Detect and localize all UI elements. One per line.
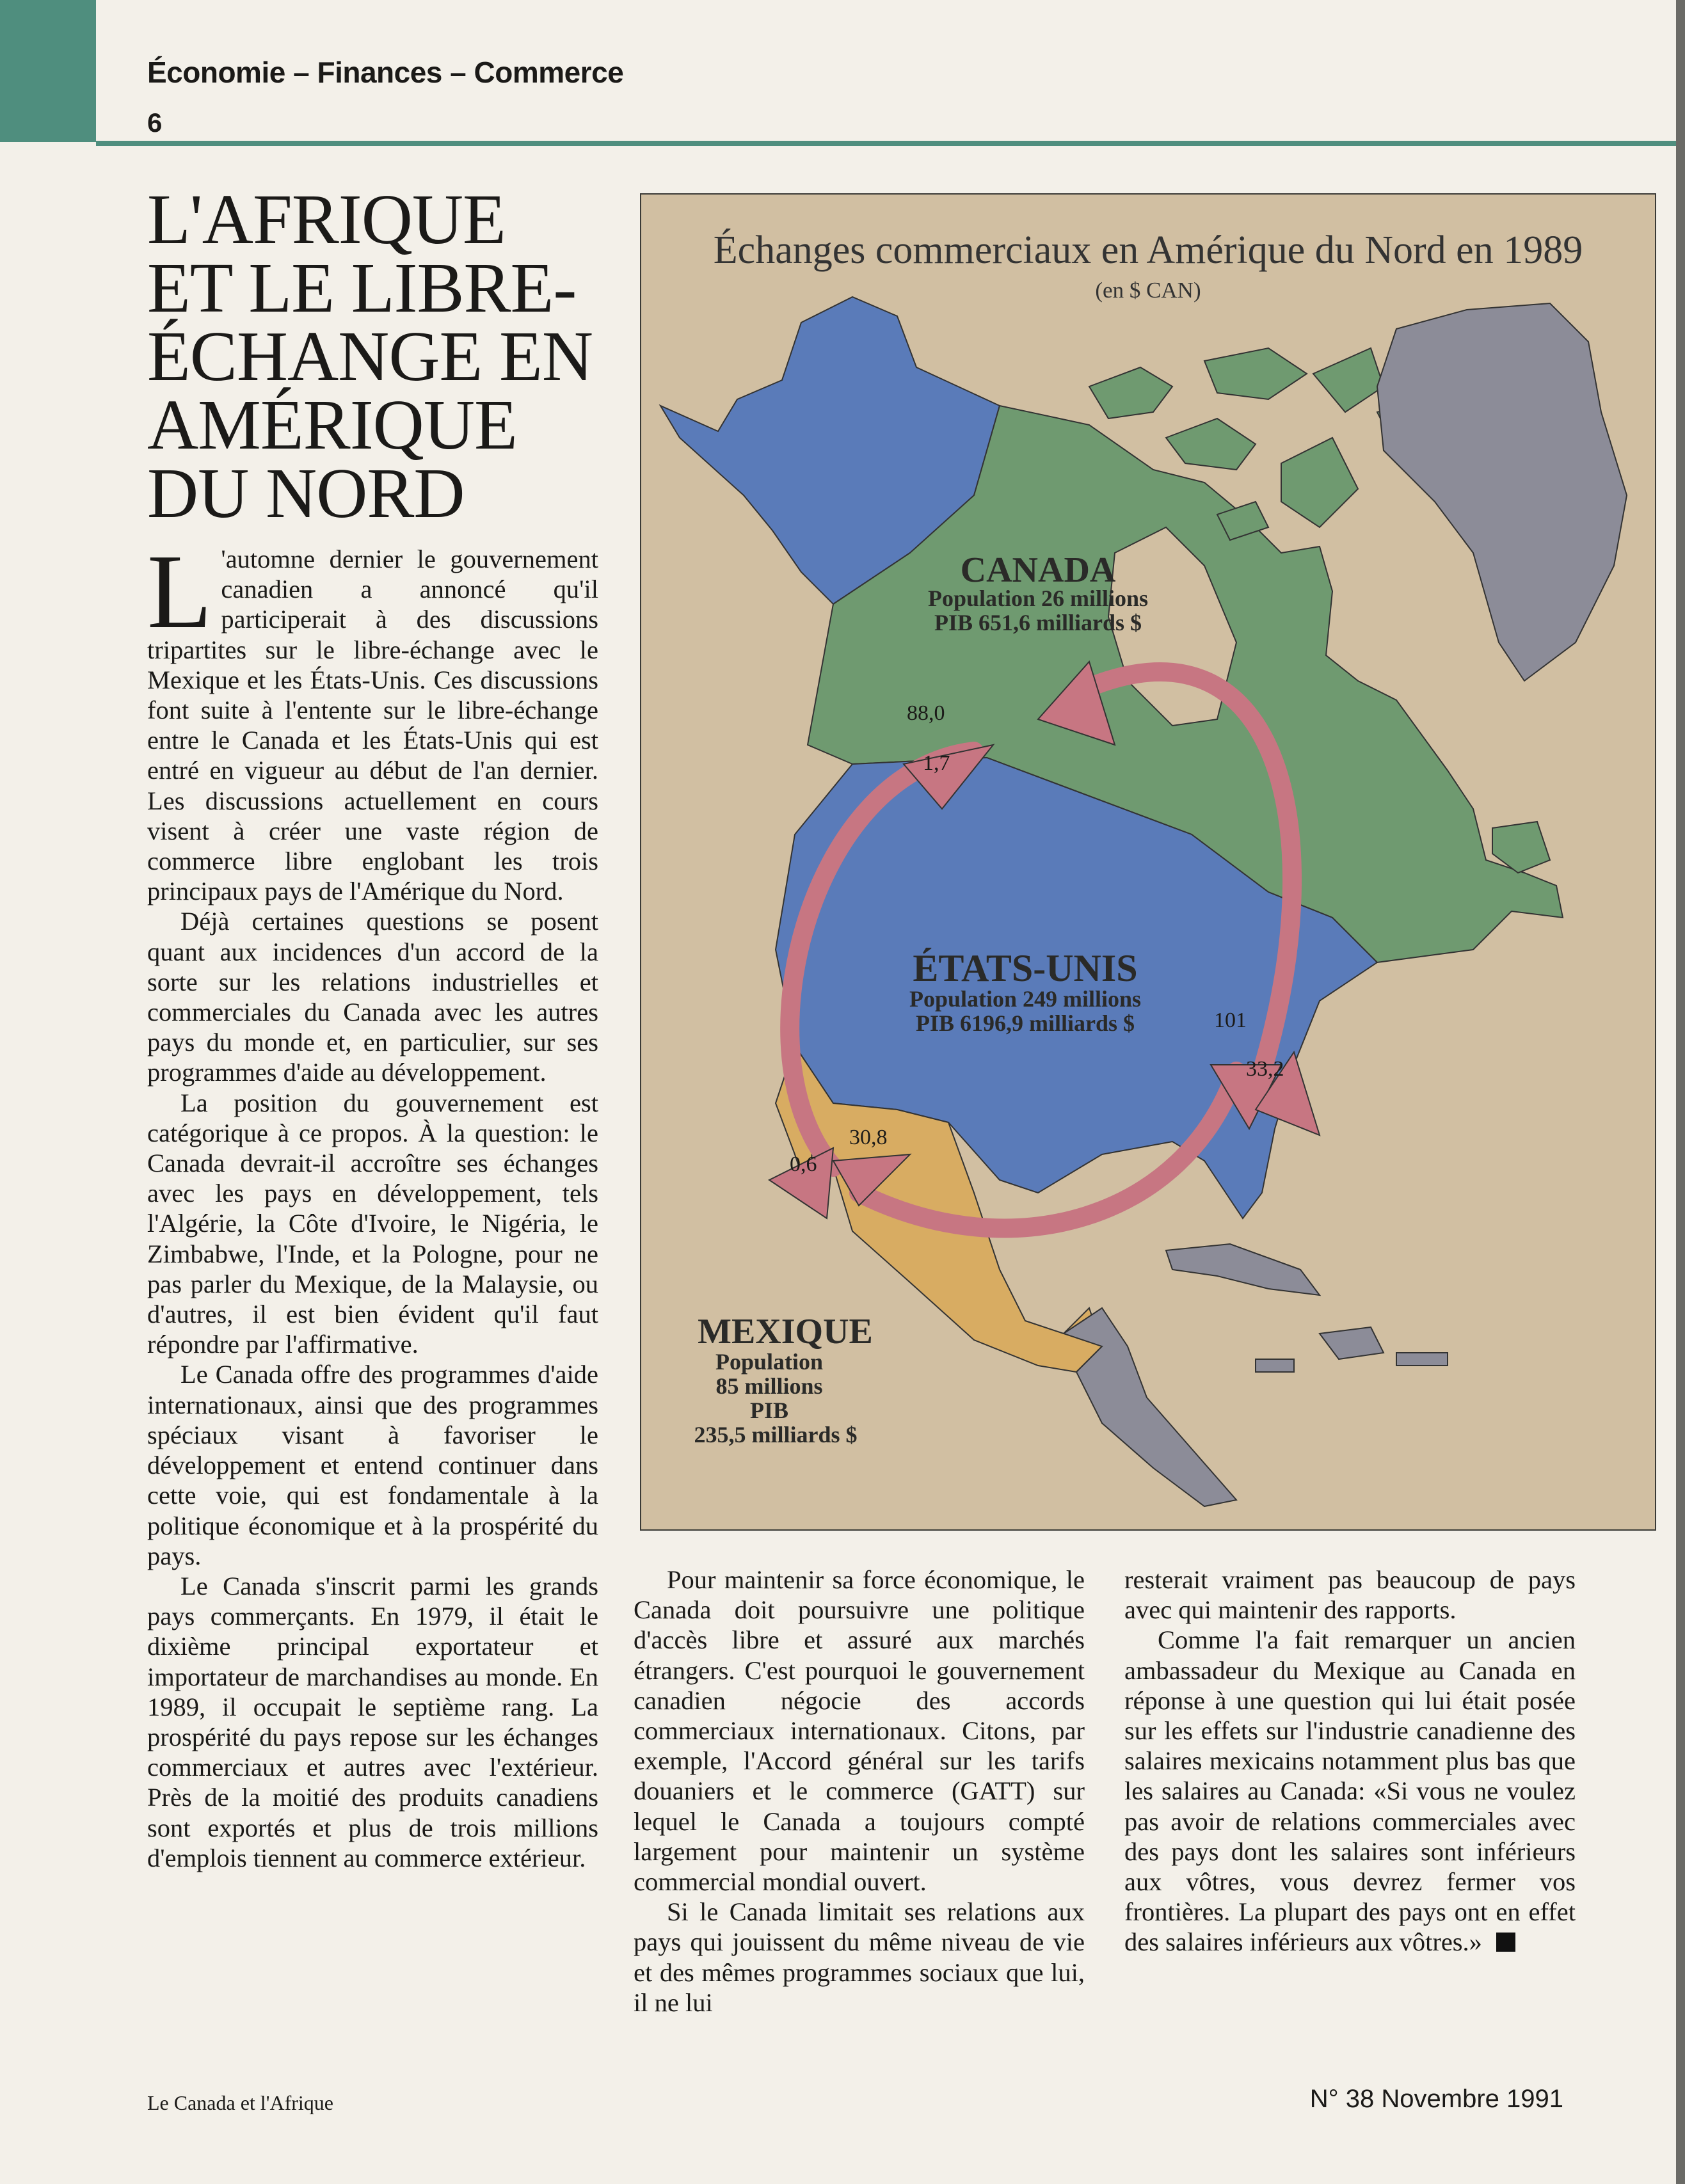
article-paragraph: Si le Canada limitait ses relations aux pays qui jouissent du même niveau de vie et des mêmes programmes sociaux que lui, il ne lui bbox=[634, 1897, 1085, 2017]
arctic-island bbox=[1281, 438, 1358, 527]
cuba-shape bbox=[1166, 1244, 1320, 1295]
arctic-island bbox=[1166, 418, 1256, 470]
article-column-3 bbox=[1124, 1565, 1576, 1957]
article-paragraph: L 'automne dernier le gouvernement canadien a annoncé qu'il participerait à des discussions tripartites sur le libre-échange avec le Mexique et les États-Unis. Ces discussions font suite à l'entente sur le libre-échange entre le Canada et les États-Unis qui est entré en vigueur au début de l'an dernier. Les discussions actuellement en cours visent à créer une vaste région de commerce libre englobant les trois principaux pays de l'Amérique du Nord. bbox=[147, 532, 598, 906]
headline-line: AMÉRIQUE bbox=[147, 386, 517, 465]
headline-line: ET LE LIBRE- bbox=[147, 249, 577, 328]
article-paragraph: resterait vraiment pas beaucoup de pays avec qui maintenir des rapports. bbox=[1124, 1565, 1576, 1625]
map-subtitle: (en $ CAN) bbox=[1095, 278, 1201, 303]
article-headline bbox=[147, 180, 595, 533]
article-column-2 bbox=[634, 1565, 1085, 2018]
header-rule bbox=[96, 141, 1685, 146]
hispaniola-shape bbox=[1320, 1327, 1384, 1359]
end-of-article-mark bbox=[1496, 1933, 1515, 1952]
island-shape bbox=[1396, 1353, 1448, 1366]
flow-label-canada-to-usa: 88,0 bbox=[907, 701, 945, 725]
section-title: Économie – Finances – Commerce bbox=[147, 56, 624, 89]
usa-label: ÉTATS-UNIS bbox=[913, 947, 1138, 989]
page-edge bbox=[1676, 0, 1685, 2184]
greenland-shape bbox=[1377, 303, 1627, 681]
headline-line: ÉCHANGE EN bbox=[147, 317, 593, 396]
footer-publication: Le Canada et l'Afrique bbox=[147, 2091, 333, 2114]
mexico-population-label: Population bbox=[715, 1349, 824, 1375]
island-shape bbox=[1256, 1359, 1294, 1372]
flow-label-mexico-to-usa: 30,8 bbox=[849, 1126, 888, 1149]
arctic-island bbox=[1089, 367, 1172, 418]
article-paragraph: Déjà certaines questions se posent quant aux incidences d'un accord de la sorte sur les relations industrielles et commerciales du Canada avec les autres pays du monde et, en particulier, sur ses programmes d'aide au développement. bbox=[147, 907, 598, 1087]
canada-label: CANADA bbox=[960, 550, 1116, 590]
flow-label-usa-to-canada: 101 bbox=[1214, 1008, 1247, 1032]
flow-label-usa-to-mexico: 33,2 bbox=[1246, 1057, 1284, 1081]
article-paragraph: Le Canada offre des programmes d'aide internationaux, ainsi que des programmes spéciaux visant à favoriser le développement et entend continuer dans cette voie, qui est fondamentale à la politique économique et à la prospérité du pays. bbox=[147, 1360, 598, 1570]
arctic-island bbox=[1313, 348, 1384, 412]
flow-label-mexico-to-canada: 0,6 bbox=[790, 1152, 817, 1176]
usa-population: Population 249 millions bbox=[909, 986, 1142, 1012]
header-color-tab bbox=[0, 0, 96, 142]
flow-label-canada-from-mexico: 1,7 bbox=[923, 751, 950, 775]
mexico-gdp-label: PIB bbox=[749, 1398, 788, 1423]
central-america-shape bbox=[1064, 1308, 1236, 1506]
headline-line: DU NORD bbox=[147, 454, 465, 533]
headline-line: L'AFRIQUE bbox=[147, 180, 506, 259]
mexico-gdp-value: 235,5 milliards $ bbox=[694, 1422, 858, 1447]
mexico-population-value: 85 millions bbox=[715, 1373, 823, 1399]
footer-issue: N° 38 Novembre 1991 bbox=[1309, 2085, 1563, 2113]
article-paragraph: Pour maintenir sa force économique, le Canada doit poursuivre une politique d'accès libre et assuré aux marchés étrangers. C'est pourquoi le gouvernement canadien négocie des accords commerciaux internationaux. Citons, par exemple, l'Accord général sur les tarifs douaniers et le commerce (GATT) sur lequel le Canada a toujours compté largement pour maintenir un système commercial mondial ouvert. bbox=[634, 1565, 1085, 1897]
drop-cap: L bbox=[147, 532, 212, 650]
article-paragraph: Le Canada s'inscrit parmi les grands pays commerçants. En 1979, il était le dixième principal exportateur et importateur de marchandises au monde. En 1989, il occupait le septième rang. La prospérité du pays repose sur les échanges commerciaux et autres avec l'extérieur. Près de la moitié des produits canadiens sont exportés et plus de trois millions d'emplois tiennent au commerce extérieur. bbox=[147, 1571, 598, 1872]
map-title: Échanges commerciaux en Amérique du Nord en 1989 bbox=[713, 228, 1583, 272]
page-number: 6 bbox=[147, 108, 163, 138]
canada-population: Population 26 millions bbox=[927, 586, 1149, 611]
trade-map-figure bbox=[640, 193, 1656, 1531]
article-paragraph: La position du gouvernement est catégorique à ce propos. À la question: le Canada devrait-il accroître ses échanges avec les pays en développement, tels l'Algérie, la Côte d'Ivoire, le Nigéria, le Zimbabwe, l'Inde, et la Pologne, pour ne pas parler du Mexique, de la Malaysie, ou d'autres, il est bien évident qu'il faut répondre par l'affirmative. bbox=[147, 1088, 598, 1359]
canada-gdp: PIB 651,6 milliards $ bbox=[934, 610, 1142, 635]
arctic-island bbox=[1204, 348, 1307, 399]
article-column-1 bbox=[147, 532, 598, 1873]
article-paragraph: Comme l'a fait remarquer un ancien ambassadeur du Mexique au Canada en réponse à une question qui lui était posée sur les effets sur l'industrie canadienne des salaires mexicains notamment plus bas que les salaires au Canada: «Si vous ne voulez pas avoir de relations commerciales avec des pays dont les salaires sont inférieurs aux vôtres, vous devrez fermer vos frontières. La plupart des pays ont en effet des salaires inférieurs aux vôtres.» bbox=[1124, 1625, 1576, 1957]
usa-gdp: PIB 6196,9 milliards $ bbox=[915, 1010, 1135, 1036]
mexico-label: MEXIQUE bbox=[698, 1312, 873, 1351]
